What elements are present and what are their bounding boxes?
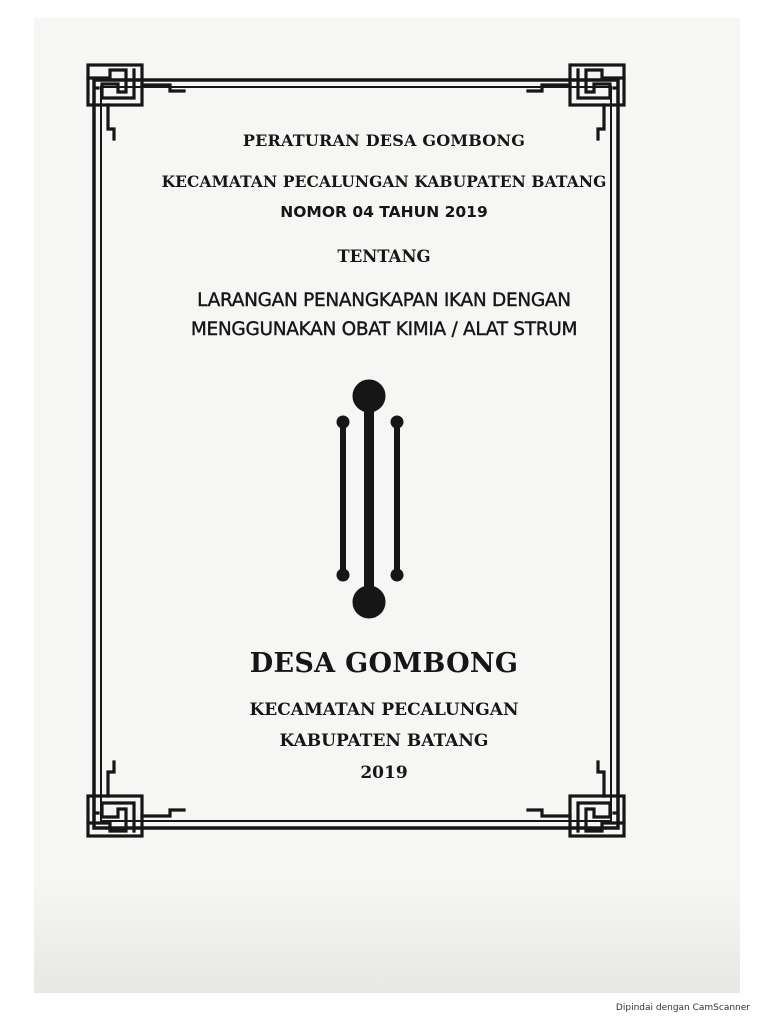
subject-line-2: MENGGUNAKAN OBAT KIMIA / ALAT STRUM	[190, 319, 578, 340]
subject-line-1: LARANGAN PENANGKAPAN IKAN DENGAN	[197, 290, 571, 311]
three-vertical-bars-emblem-icon	[337, 380, 403, 618]
district-name: KECAMATAN PECALUNGAN	[249, 700, 519, 720]
scanner-watermark: Dipindai dengan CamScanner	[615, 1003, 750, 1013]
village-name: DESA GOMBONG	[249, 648, 519, 679]
regulation-number: NOMOR 04 TAHUN 2019	[280, 203, 488, 221]
regulation-title: PERATURAN DESA GOMBONG	[242, 131, 526, 150]
about-label: TENTANG	[337, 247, 431, 266]
regulation-district-regency: KECAMATAN PECALUNGAN KABUPATEN BATANG	[161, 172, 607, 191]
regency-name: KABUPATEN BATANG	[279, 731, 489, 751]
year: 2019	[360, 763, 408, 783]
